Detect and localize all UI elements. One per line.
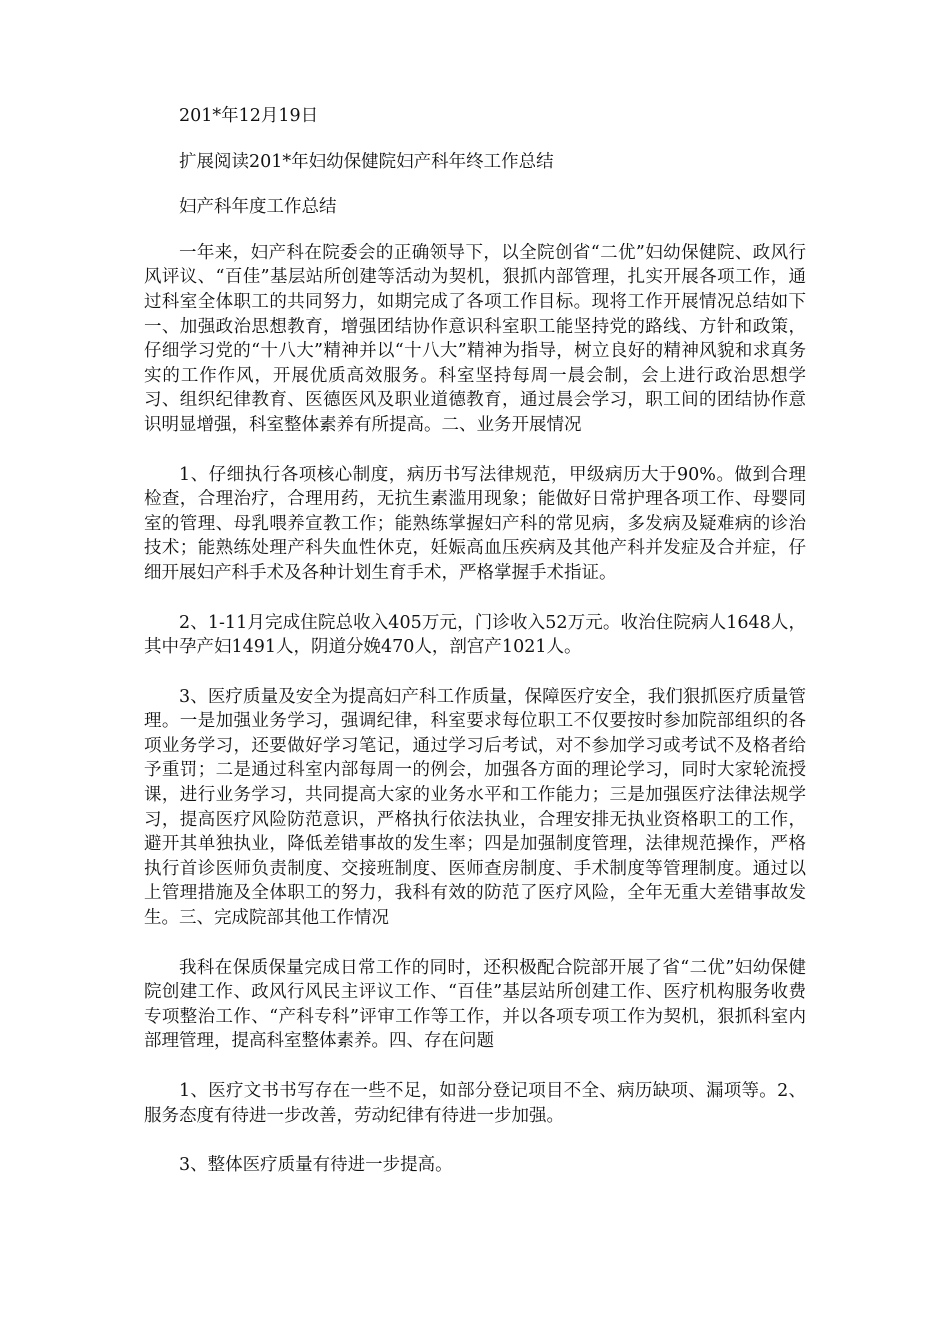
paragraph-quality-safety: 3、医疗质量及安全为提高妇产科工作质量，保障医疗安全，我们狠抓医疗质量管理。一是加强业务学习，强调纪律，科室要求每位职工不仅要按时参加院部组织的各项业务学习，还要做好学习笔记，通过学习后考试，对不参加学习或考试不及格者给予重罚；二是通过科室内部每周一的例会，加强各方面的理论学习，同时大家轮流授课，进行业务学习，共同提高大家的业务水平和工作能力；三是加强医疗法律法规学习，提高医疗风险防范意识，严格执行依法执业，合理安排无执业资格职工的工作，避开其单独执业，降低差错事故的发生率；四是加强制度管理，法律规范操作，严格执行首诊医师负责制度、交接班制度、医师查房制度、手术制度等管理制度。通过以上管理措施及全体职工的努力，我科有效的防范了医疗风险，全年无重大差错事故发生。三、完成院部其他工作情况 [144, 686, 806, 929]
date-line: 201*年12月19日 [179, 106, 319, 126]
paragraph-intro: 一年来，妇产科在院委会的正确领导下，以全院创省“二优”妇幼保健院、政风行风评议、“百佳”基层站所创建等活动为契机，狠抓内部管理，扎实开展各项工作，通过科室全体职工的共同努力，如期完成了各项工作目标。现将工作开展情况总结如下一、加强政治思想教育，增强团结协作意识科室职工能坚持党的路线、方针和政策，仔细学习党的“十八大”精神并以“十八大”精神为指导，树立良好的精神风貌和求真务实的工作作风，开展优质高效服务。科室坚持每周一晨会制，会上进行政治思想学习、组织纪律教育、医德医风及职业道德教育，通过晨会学习，职工间的团结协作意识明显增强，科室整体素养有所提高。二、业务开展情况 [144, 242, 806, 435]
extended-reading-title: 扩展阅读201*年妇幼保健院妇产科年终工作总结 [179, 151, 554, 172]
paragraph-problems-1: 1、医疗文书书写存在一些不足，如部分登记项目不全、病历缺项、漏项等。2、服务态度有待进一步改善，劳动纪律有待进一步加强。 [144, 1081, 806, 1126]
document-page [144, 104, 806, 1178]
paragraph-other-work: 我科在保质保量完成日常工作的同时，还积极配合院部开展了省“二优”妇幼保健院创建工作、政风行风民主评议工作、“百佳”基层站所创建工作、医疗机构服务收费专项整治工作、“产科专科”评审工作等工作，并以各项专项工作为契机，狠抓科室内部理管理，提高科室整体素养。四、存在问题 [144, 957, 806, 1052]
paragraph-revenue-stats: 2、1-11月完成住院总收入405万元，门诊收入52万元。收治住院病人1648人，其中孕产妇1491人，阴道分娩470人，剖宫产1021人。 [144, 612, 806, 658]
paragraph-problems-3: 3、整体医疗质量有待进一步提高。 [179, 1155, 453, 1176]
report-subtitle: 妇产科年度工作总结 [179, 197, 337, 218]
paragraph-core-systems: 1、仔细执行各项核心制度，病历书写法律规范，甲级病历大于90%。做到合理检查，合理治疗，合理用药，无抗生素滥用现象；能做好日常护理各项工作、母婴同室的管理、母乳喂养宣教工作；能熟练掌握妇产科的常见病，多发病及疑难病的诊治技术；能熟练处理产科失血性休克，妊娠高血压疾病及其他产科并发症及合并症，仔细开展妇产科手术及各种计划生育手术，严格掌握手术指证。 [144, 464, 806, 583]
